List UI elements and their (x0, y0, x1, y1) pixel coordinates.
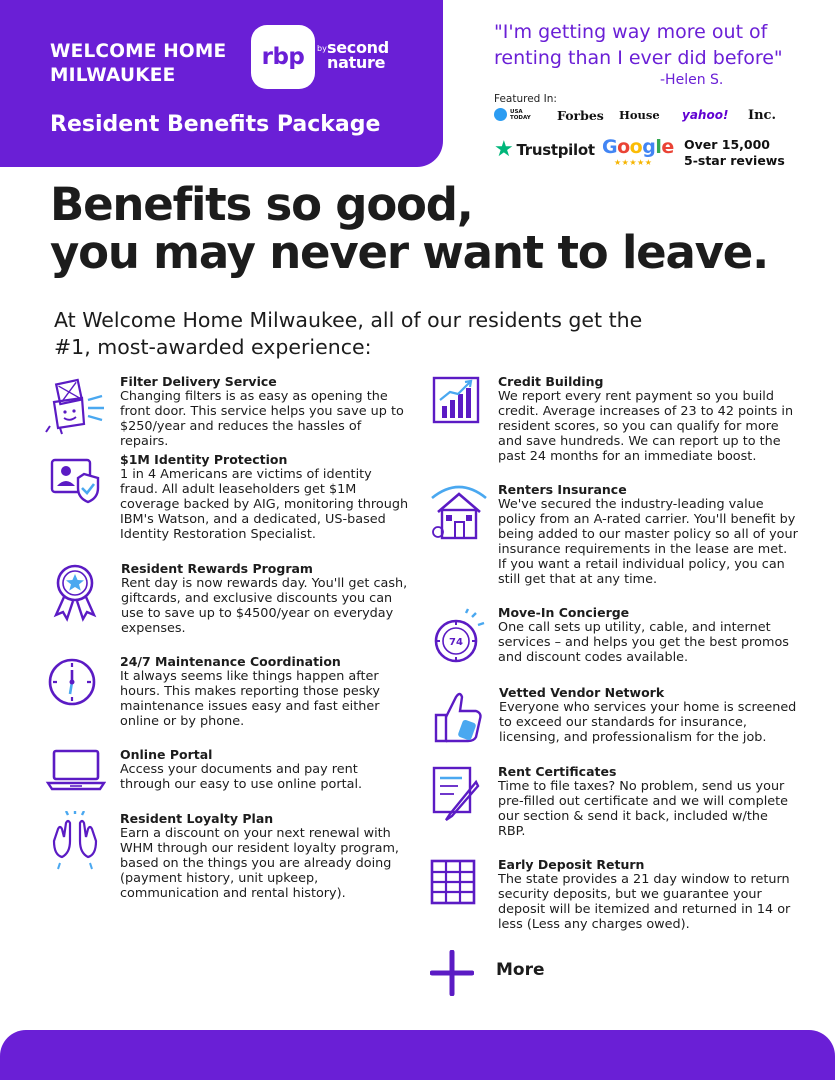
high-five-hands-icon (44, 811, 106, 873)
reviews-line-1: Over 15,000 (684, 137, 771, 152)
press-logos (494, 108, 784, 128)
header-panel (0, 0, 443, 167)
benefit-title: Online Portal (120, 747, 213, 762)
benefit-title: Filter Delivery Service (120, 374, 277, 389)
benefit-identity-protection (44, 452, 414, 552)
reviews-line-2: 5-star reviews (684, 153, 785, 168)
thumbs-up-icon (428, 685, 490, 747)
usa-today-dot-icon (494, 108, 507, 121)
benefit-online-portal (44, 747, 414, 803)
benefit-filter-delivery (44, 374, 414, 449)
benefit-description: We've secured the industry-leading value policy from an A-rated carrier. You'll benefit by being added to our master policy so all of your insurance requirements in the lease are met. If you want a retail individual policy, you can still get that at any time. (498, 497, 798, 587)
house-umbrella-icon (428, 482, 490, 544)
rbp-logo: rbp (251, 25, 315, 89)
benefit-title: 24/7 Maintenance Coordination (120, 654, 341, 669)
footer-bar (0, 1030, 835, 1080)
filter-box-icon (44, 374, 106, 436)
benefit-vetted-vendor (428, 685, 808, 755)
package-title: Resident Benefits Package (50, 112, 381, 137)
benefit-renters-insurance (428, 482, 808, 592)
clock-icon (44, 654, 106, 716)
rewards-ribbon-icon (44, 561, 106, 623)
second-nature-logo: second nature (327, 38, 389, 72)
benefit-description: It always seems like things happen after hours. This makes reporting those pesky maintenance issues easy and fast either online or by phone. (120, 669, 380, 729)
headline-line-2: you may never want to leave. (50, 226, 768, 279)
usa-today-text: USA TODAY (510, 108, 531, 121)
google-stars: ★★★★★ (614, 158, 653, 167)
benefit-title: Credit Building (498, 374, 604, 389)
bar-chart-icon (428, 374, 490, 436)
concierge-badge: 74 (449, 637, 463, 648)
google-logo: Google (602, 136, 674, 158)
benefit-rent-certificates (428, 764, 808, 844)
plus-icon (430, 950, 474, 996)
brand-line-1: WELCOME HOME (50, 41, 227, 62)
benefit-credit-building (428, 374, 808, 474)
certificate-pen-icon (428, 764, 490, 826)
trustpilot-text: Trustpilot (516, 141, 595, 159)
more-label: More (496, 960, 545, 980)
testimonial-author: -Helen S. (660, 72, 724, 88)
trustpilot-star-icon: ★ (494, 137, 514, 162)
usa-today-logo (494, 108, 532, 121)
benefit-title: Early Deposit Return (498, 857, 645, 872)
by-text: by (317, 44, 327, 53)
benefit-title: Move-In Concierge (498, 605, 630, 620)
featured-label: Featured In: (494, 93, 557, 105)
benefit-early-deposit (428, 857, 808, 937)
headline (50, 178, 830, 279)
benefit-description: Rent day is now rewards day. You'll get cash, giftcards, and exclusive discounts you can use to save up to $4500/year on everyday expenses. (121, 576, 408, 636)
benefit-description: Access your documents and pay rent through our easy to use online portal. (120, 762, 363, 792)
benefit-title: Resident Rewards Program (121, 561, 313, 576)
benefit-resident-rewards (44, 561, 414, 641)
concierge-dial-icon (428, 607, 490, 669)
benefit-description: Time to file taxes? No problem, send us your pre-filled out certificate and we will complete our section & send it back, included w/the RBP. (498, 779, 789, 839)
benefit-loyalty-plan (44, 811, 414, 911)
benefit-description: We report every rent payment so you build credit. Average increases of 23 to 42 points in resident scores, so you can qualify for more and save hundreds. We can report up to the past 24 months for an immediate boost. (498, 389, 794, 464)
benefit-description: Changing filters is as easy as opening the front door. This service helps you save up to $250/year and reduces the hassles of repairs. (120, 389, 404, 449)
more-link[interactable] (430, 950, 590, 998)
benefit-description: Earn a discount on your next renewal with WHM through our resident loyalty program, based on the things you are already doing (payment history, unit upkeep, communication and rental history). (120, 826, 399, 901)
brand-name (50, 40, 250, 88)
headline-line-1: Benefits so good, (50, 178, 473, 231)
benefit-description: Everyone who services your home is screened to exceed our standards for insurance, licensing, and professionalism for the job. (499, 700, 797, 745)
benefit-title: Resident Loyalty Plan (120, 811, 274, 826)
benefit-title: Renters Insurance (498, 482, 627, 497)
testimonial-quote: "I'm getting way more out of renting than I ever did before" (494, 21, 783, 69)
benefit-description: 1 in 4 Americans are victims of identity fraud. All adult leaseholders get $1M coverage backed by AIG, monitoring through IBM's Watson, and a dedicated, US-based Identity Restoration Specialist. (120, 467, 409, 542)
benefit-title: $1M Identity Protection (120, 452, 288, 467)
benefit-title: Vetted Vendor Network (499, 685, 665, 700)
intro-text: At Welcome Home Milwaukee, all of our residents get the #1, most-awarded experience: (54, 308, 643, 359)
house-logo: House (619, 108, 660, 122)
calendar-grid-icon (428, 857, 490, 919)
trustpilot-logo (494, 137, 595, 162)
benefit-description: The state provides a 21 day window to return security deposits, but we guarantee your deposit will be itemized and returned in 14 or less (Less any charges owed). (498, 872, 791, 932)
reviews-count (684, 137, 794, 169)
benefit-title: Rent Certificates (498, 764, 617, 779)
inc-logo: Inc. (748, 108, 776, 123)
benefit-maintenance (44, 654, 414, 734)
benefit-move-in-concierge (428, 605, 808, 685)
laptop-icon (44, 747, 106, 809)
benefit-description: One call sets up utility, cable, and internet services – and helps you get the best promos and discount codes available. (498, 620, 789, 665)
identity-shield-icon (44, 452, 106, 514)
forbes-logo: Forbes (557, 108, 604, 123)
yahoo-logo: yahoo! (682, 108, 729, 122)
brand-line-2: MILWAUKEE (50, 65, 176, 86)
